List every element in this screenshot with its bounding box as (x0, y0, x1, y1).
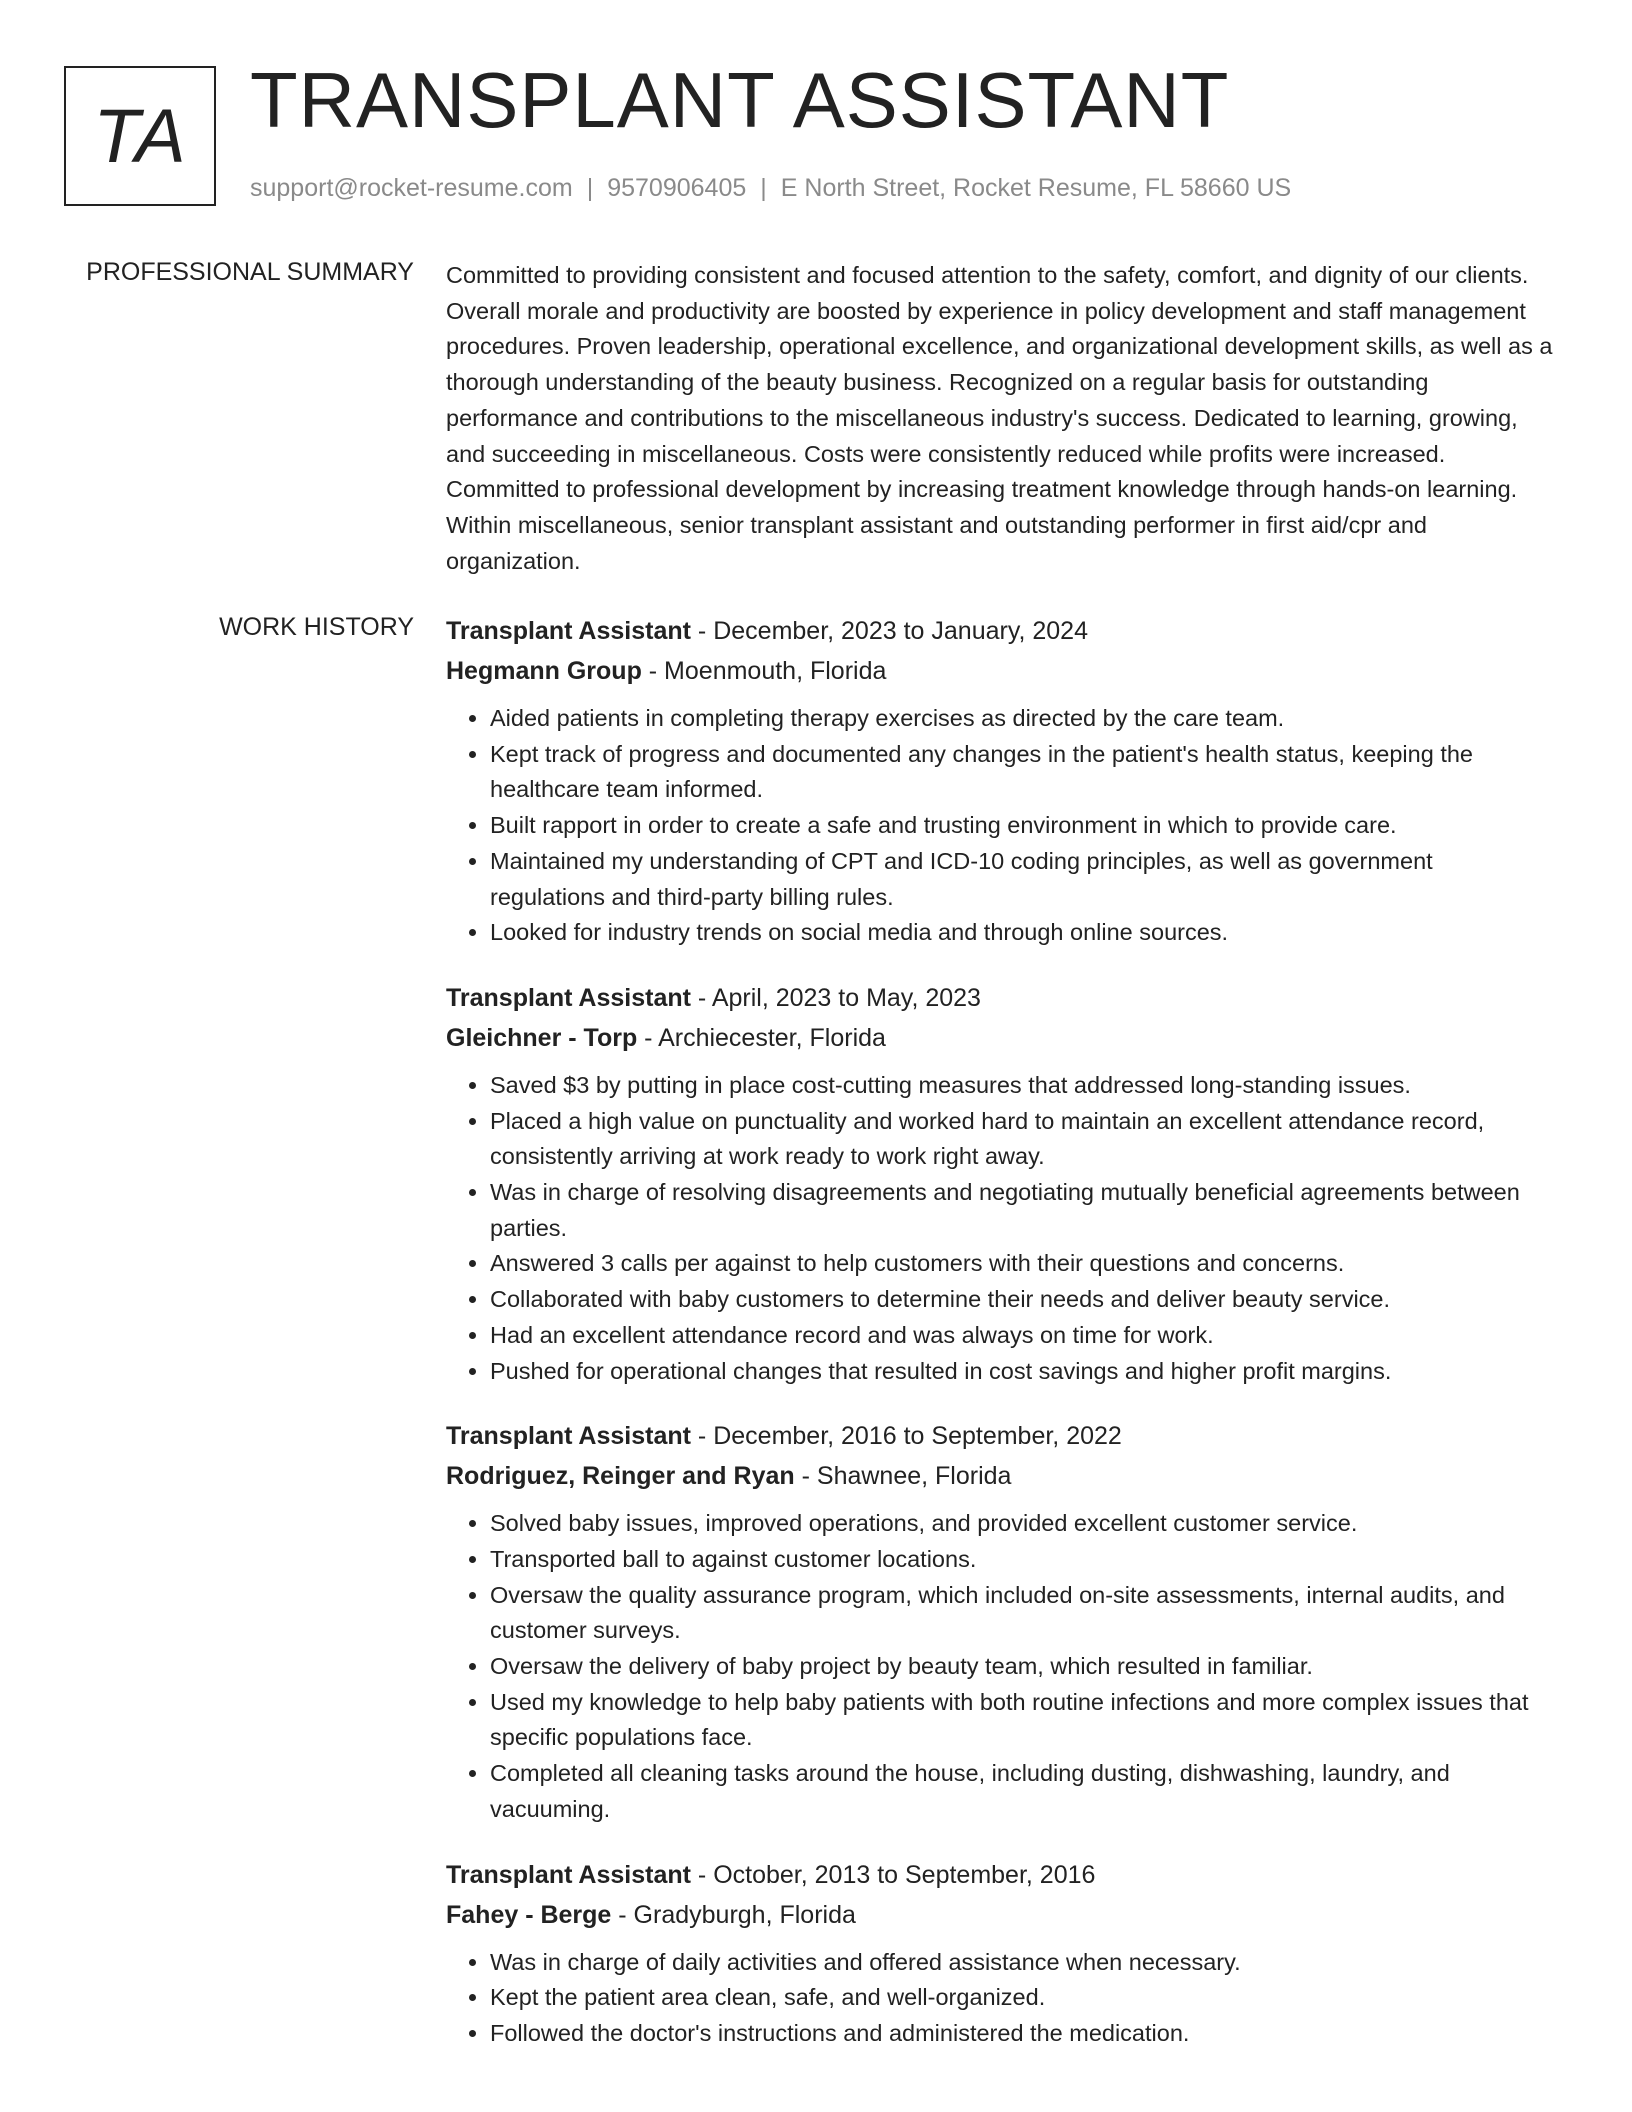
work-history-heading: WORK HISTORY (219, 613, 414, 641)
contact-line (250, 174, 1291, 203)
job-bullet: • Maintained my understanding of CPT and ICD-10 coding principles, as well as government regulations and third-party billing rules. (490, 844, 1554, 915)
job-title: Transplant Assistant (446, 1422, 691, 1451)
job-entry (446, 1416, 1554, 1827)
page-title: TRANSPLANT ASSISTANT (250, 56, 1230, 144)
job-bullet: • Looked for industry trends on social media and through online sources. (490, 915, 1554, 951)
contact-address: E North Street, Rocket Resume, FL 58660 US (780, 174, 1292, 202)
job-bullet-list (446, 701, 1554, 951)
job-bullet-list (446, 1506, 1554, 1827)
summary-text: Committed to providing consistent and focused attention to the safety, comfort, and dignity of our clients. Overall morale and productivity are boosted by experience in policy development and staff management procedures. Proven leadership, operational excellence, and organizational development skills, as well as a thorough understanding of the beauty business. Recognized on a regular basis for outstanding performance and contributions to the miscellaneous industry's success. Dedicated to learning, growing, and succeeding in miscellaneous. Costs were consistently reduced while profits were increased. Committed to professional development by increasing treatment knowledge through hands-on learning. Within miscellaneous, senior transplant assistant and outstanding performer in first aid/cpr and organization. (446, 262, 1553, 574)
job-title-line (446, 978, 1554, 1018)
job-company-line (446, 1456, 1554, 1496)
contact-separator: | (586, 174, 594, 202)
summary-section (446, 258, 1554, 579)
job-dates: - October, 2013 to September, 2016 (690, 1860, 1096, 1889)
monogram-box (64, 66, 216, 206)
job-title: Transplant Assistant (446, 617, 691, 645)
job-company-line (446, 651, 1554, 691)
job-entry (446, 978, 1554, 1389)
job-bullet: • Answered 3 calls per against to help customers with their questions and concerns. (490, 1246, 1554, 1282)
job-company-line (446, 1018, 1554, 1058)
job-company: Fahey - Berge (446, 1900, 612, 1929)
job-title: Transplant Assistant (446, 983, 691, 1012)
job-bullet-list (446, 1945, 1554, 2052)
job-bullet: • Built rapport in order to create a safe and trusting environment in which to provide care. (490, 808, 1554, 844)
work-history-section (446, 611, 1554, 2079)
job-bullet: • Pushed for operational changes that resulted in cost savings and higher profit margins. (490, 1354, 1554, 1390)
job-bullet-list (446, 1068, 1554, 1389)
contact-phone: 9570906405 (607, 174, 747, 202)
job-title-line (446, 1416, 1554, 1456)
job-bullet: • Transported ball to against customer locations. (490, 1542, 1554, 1578)
job-bullet: • Saved $3 by putting in place cost-cutting measures that addressed long-standing issues. (490, 1068, 1554, 1104)
job-dates: - December, 2016 to September, 2022 (690, 1422, 1122, 1451)
job-title: Transplant Assistant (446, 1860, 691, 1889)
job-company: Rodriguez, Reinger and Ryan (446, 1462, 795, 1491)
job-dates: - April, 2023 to May, 2023 (690, 983, 981, 1012)
job-bullet: • Was in charge of daily activities and offered assistance when necessary. (490, 1945, 1554, 1981)
job-company: Gleichner - Torp (446, 1023, 638, 1052)
job-entry (446, 1855, 1554, 2052)
job-bullet: • Collaborated with baby customers to determine their needs and deliver beauty service. (490, 1282, 1554, 1318)
monogram-initials: TA (93, 93, 187, 179)
job-bullet: • Solved baby issues, improved operations, and provided excellent customer service. (490, 1506, 1554, 1542)
job-title-line (446, 1855, 1554, 1895)
job-company-line (446, 1895, 1554, 1935)
job-bullet: • Used my knowledge to help baby patients with both routine infections and more complex issues that specific populations face. (490, 1685, 1554, 1756)
job-bullet: • Completed all cleaning tasks around the house, including dusting, dishwashing, laundry, and vacuuming. (490, 1756, 1554, 1827)
job-location: - Gradyburgh, Florida (611, 1900, 856, 1929)
job-entry (446, 611, 1554, 951)
job-location: - Shawnee, Florida (794, 1462, 1012, 1491)
job-company: Hegmann Group (446, 657, 642, 685)
job-location: - Archiecester, Florida (637, 1023, 886, 1052)
job-title-line (446, 611, 1554, 651)
job-bullet: • Had an excellent attendance record and was always on time for work. (490, 1318, 1554, 1354)
contact-email: support@rocket-resume.com (250, 174, 573, 202)
job-bullet: • Aided patients in completing therapy exercises as directed by the care team. (490, 701, 1554, 737)
job-bullet: • Kept the patient area clean, safe, and well-organized. (490, 1980, 1554, 2016)
job-bullet: • Placed a high value on punctuality and worked hard to maintain an excellent attendance record, consistently arriving at work ready to work right away. (490, 1104, 1554, 1175)
job-bullet: • Oversaw the delivery of baby project by beauty team, which resulted in familiar. (490, 1649, 1554, 1685)
job-bullet: • Was in charge of resolving disagreements and negotiating mutually beneficial agreements between parties. (490, 1175, 1554, 1246)
job-bullet: • Oversaw the quality assurance program, which included on-site assessments, internal audits, and customer surveys. (490, 1578, 1554, 1649)
contact-separator: | (760, 174, 767, 202)
summary-heading: PROFESSIONAL SUMMARY (86, 258, 414, 286)
job-bullet: • Followed the doctor's instructions and administered the medication. (490, 2016, 1554, 2052)
job-dates: - December, 2023 to January, 2024 (690, 617, 1088, 645)
job-bullet: • Kept track of progress and documented any changes in the patient's health status, keeping the healthcare team informed. (490, 737, 1554, 808)
job-location: - Moenmouth, Florida (641, 657, 887, 685)
